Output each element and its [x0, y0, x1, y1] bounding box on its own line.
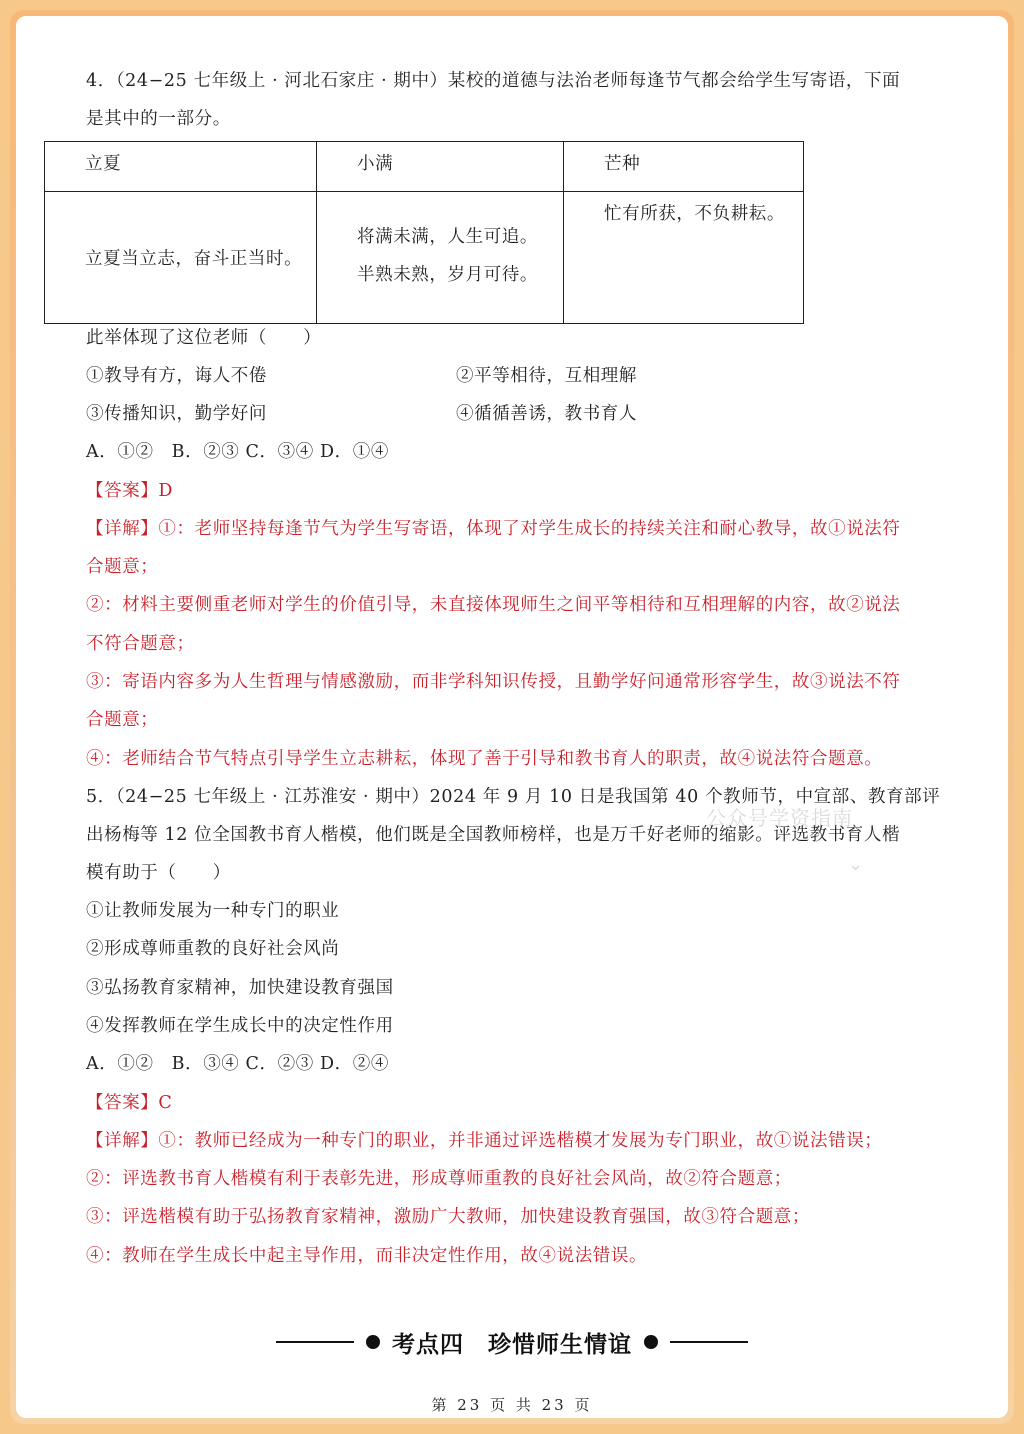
q4-option-1: ①教导有方，诲人不倦: [86, 366, 267, 386]
q4-stem-line1: 4．（24−25 七年级上 · 河北石家庄 · 期中）某校的道德与法治老师每逢节气都会给学生写寄语，下面: [86, 71, 901, 91]
bullet-icon: [366, 1335, 380, 1349]
table-header-xiaoman: 小满: [317, 142, 564, 192]
q4-answer: 【答案】D: [86, 481, 174, 501]
q4-options-row1: [86, 364, 958, 388]
q5-option-2: ②形成尊师重教的良好社会风尚: [86, 939, 340, 959]
q4-analysis-line: 不符合题意；: [86, 634, 195, 654]
divider-line: [670, 1341, 748, 1343]
q4-option-2: ②平等相待，互相理解: [456, 366, 637, 386]
table-header-lixia: 立夏: [45, 142, 317, 192]
q5-stem-line3: 模有助于（ ）: [86, 863, 231, 883]
table-header-mangzhong: 芒种: [564, 142, 804, 192]
q5-analysis-line: ②：评选教书育人楷模有利于表彰先进，形成尊师重教的良好社会风尚，故②符合题意；: [86, 1169, 792, 1189]
q5-option-1: ①让教师发展为一种专门的职业: [86, 901, 340, 921]
q4-table: [44, 141, 804, 324]
q5-stem-line1: 5．（24−25 七年级上 · 江苏淮安 · 期中）2024 年 9 月 10 日是我国第 40 个教师节，中宣部、教育部评: [86, 787, 941, 807]
watermark: 公众号学资指南: [706, 806, 853, 830]
watermark-chevron-icon: ⌄: [848, 854, 864, 875]
table-cell-mangzhong: 忙有所获，不负耕耘。: [564, 192, 804, 324]
q5-option-3: ③弘扬教育家精神，加快建设教育强国: [86, 978, 394, 998]
q5-stem-line2: 出杨梅等 12 位全国教书育人楷模，他们既是全国教师榜样，也是万千好老师的缩影。评选教书育人楷: [86, 825, 901, 845]
section-title: 考点四 珍惜师生情谊: [392, 1331, 632, 1358]
q4-analysis-line: 合题意；: [86, 710, 159, 730]
q4-option-3: ③传播知识，勤学好问: [86, 404, 267, 424]
q4-analysis-line: 【详解】①：老师坚持每逢节气为学生写寄语，体现了对学生成长的持续关注和耐心教导，故①说法符: [86, 519, 901, 539]
q5-choices: A．①② B．③④ C．②③ D．②④: [86, 1054, 389, 1074]
divider-line: [276, 1341, 354, 1343]
q5-analysis-line: ④：教师在学生成长中起主导作用，而非决定性作用，故④说法错误。: [86, 1246, 648, 1266]
xiaoman-line1: 将满未满，人生可追。: [357, 227, 538, 247]
q4-analysis-line: ④：老师结合节气特点引导学生立志耕耘，体现了善于引导和教书育人的职责，故④说法符合题意。: [86, 749, 883, 769]
q4-analysis-line: ②：材料主要侧重老师对学生的价值引导，未直接体现师生之间平等相待和互相理解的内容，故②说法: [86, 595, 901, 615]
table-cell-lixia: 立夏当立志，奋斗正当时。: [45, 192, 317, 324]
table-cell-xiaoman: [317, 192, 564, 324]
page-footer: 第 23 页 共 23 页: [431, 1396, 593, 1414]
q5-answer: 【答案】C: [86, 1093, 173, 1113]
bullet-icon: [644, 1335, 658, 1349]
q5-option-4: ④发挥教师在学生成长中的决定性作用: [86, 1016, 394, 1036]
xiaoman-line2: 半熟未熟，岁月可待。: [357, 265, 538, 285]
q4-analysis-line: ③：寄语内容多为人生哲理与情感激励，而非学科知识传授，且勤学好问通常形容学生，故③说法不符: [86, 672, 901, 692]
document-page: [16, 16, 1008, 1418]
q5-analysis-line: ③：评选楷模有助于弘扬教育家精神，激励广大教师，加快建设教育强国，故③符合题意；: [86, 1207, 810, 1227]
q4-analysis-line: 合题意；: [86, 557, 159, 577]
q4-option-4: ④循循善诱，教书育人: [456, 404, 637, 424]
q5-analysis-line: 【详解】①：教师已经成为一种专门的职业，并非通过评选楷模才发展为专门职业，故①说法错误；: [86, 1131, 883, 1151]
q4-options-row2: [86, 402, 958, 426]
section-header: [16, 1322, 1008, 1362]
q4-stem-line2: 是其中的一部分。: [86, 109, 231, 129]
q4-question: 此举体现了这位老师（ ）: [86, 328, 322, 348]
q4-choices: A．①② B．②③ C．③④ D．①④: [86, 442, 389, 462]
